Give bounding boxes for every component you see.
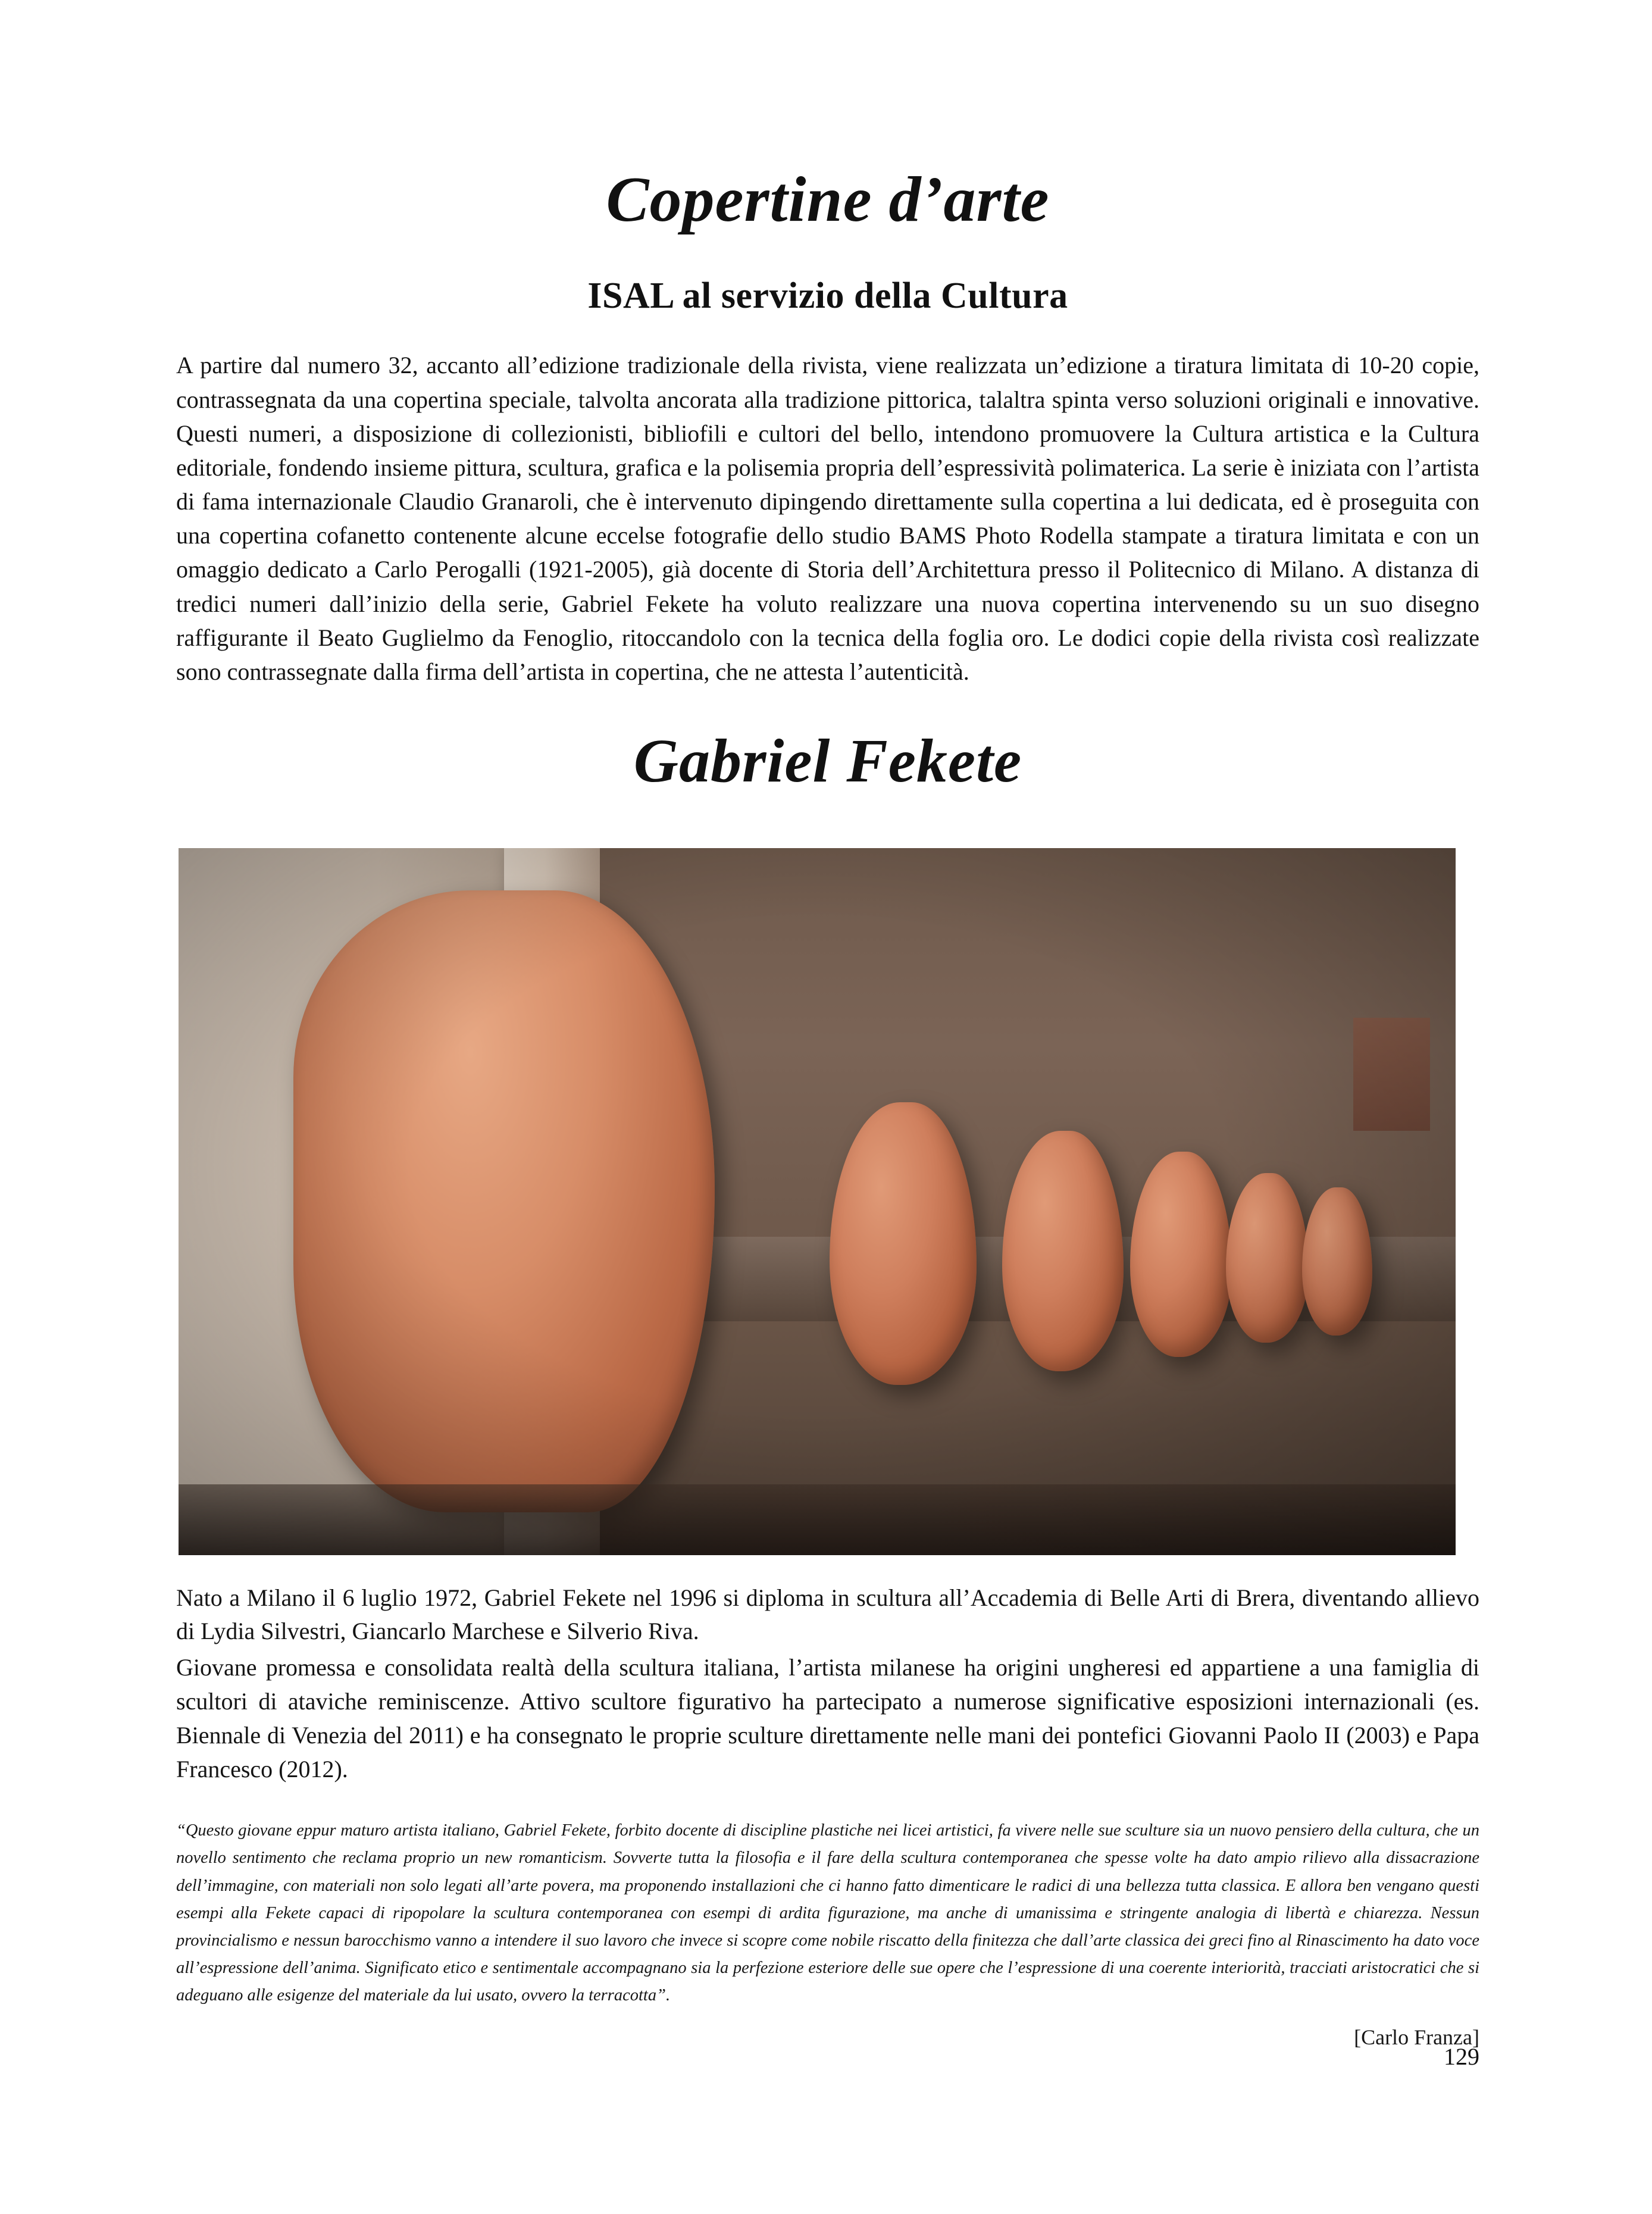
critic-quote-text: “Questo giovane eppur maturo artista italiano, Gabriel Fekete, forbito docente di discipline plastiche nei licei artistici, fa vivere nelle sue sculture sia un nuovo pensiero della cultura, che un novello sentimento che reclama proprio un new romanticism. Sovverte tutta la filosofia e il fare della scultura contemporanea che spesse volte ha dato ampio rilievo alla dissacrazione dell’immagine, con materiali non solo legati all’arte povera, ma proponendo installazioni che ci hanno fatto dimenticare le radici di una bellezza tutta classica. E allora ben vengano questi esempi alla Fekete capaci di ripopolare la scultura contemporanea con esempi di ardita figurazione, ma anche di umanissima e stringente analogia di libertà e chiarezza. Nessun provincialismo e nessun barocchismo vanno a intendere il suo lavoro che invece si scopre come nobile riscatto della finitezza che dall’arte classica dei greci fino al Rinascimento ha dato voce all’espressione dell’anima. Significato etico e sentimentale accompagnano sia la perfezione esteriore delle sue opere che l’espressione di una coerente interiorità, tracciati aristocratici che si adeguano alle esigenze del materiale da lui usato, ovvero la terracotta”. [176, 1821, 1479, 2005]
page-content [176, 0, 1479, 2055]
artist-biography [176, 1581, 1479, 1787]
artist-name-heading: Gabriel Fekete [633, 727, 1022, 796]
page-subtitle: ISAL al servizio della Cultura [587, 276, 1068, 317]
intro-paragraph: A partire dal numero 32, accanto all’edizione tradizionale della rivista, viene realizzata un’edizione a tiratura limitata di 10-20 copie, contrassegnata da una copertina speciale, talvolta ancorata alla tradizione pittorica, talaltra spinta verso soluzioni originali e innovative. Questi numeri, a disposizione di collezionisti, bibliofili e cultori del bello, intendono promuovere la Cultura artistica e la Cultura editoriale, fondendo insieme pittura, scultura, grafica e la polisemia propria dell’espressività polimaterica. La serie è iniziata con l’artista di fama internazionale Claudio Granaroli, che è intervenuto dipingendo direttamente sulla copertina a lui dedicata, ed è proseguita con una copertina cofanetto contenente alcune eccelse fotografie dello studio BAMS Photo Rodella stampate a tiratura limitata e con un omaggio dedicato a Carlo Perogalli (1921-2005), già docente di Storia dell’Architettura presso il Politecnico di Milano. A distanza di tredici numeri dall’inizio della serie, Gabriel Fekete ha voluto realizzare una nuova copertina intervenendo su un suo disegno raffigurante il Beato Guglielmo da Fenoglio, ritoccandolo con la tecnica della foglia oro. Le dodici copie della rivista così realizzate sono contrassegnate dalla firma dell’artista in copertina, che ne attesta l’autenticità. [176, 352, 1479, 686]
critic-quote-attribution: [Carlo Franza] [1354, 2025, 1479, 2050]
artwork-photo-image [179, 848, 1456, 1555]
page-number: 129 [1444, 2043, 1479, 2070]
page-title: Copertine d’arte [606, 164, 1050, 235]
artwork-photo [179, 848, 1456, 1555]
photo-vignette [179, 848, 1456, 1555]
bio-paragraph-1: Nato a Milano il 6 luglio 1972, Gabriel Fekete nel 1996 si diploma in scultura all’Accademia di Belle Arti di Brera, diventando allievo di Lydia Silvestri, Giancarlo Marchese e Silverio Riva. [176, 1584, 1479, 1645]
bio-paragraph-2: Giovane promessa e consolidata realtà della scultura italiana, l’artista milanese ha origini ungheresi ed appartiene a una famiglia di scultori di ataviche reminiscenze. Attivo scultore figurativo ha partecipato a numerose significative esposizioni internazionali (es. Biennale di Venezia del 2011) e ha consegnato le proprie sculture direttamente nelle mani dei pontefici Giovanni Paolo II (2003) e Papa Francesco (2012). [176, 1654, 1479, 1783]
critic-quote [176, 1817, 1479, 2054]
